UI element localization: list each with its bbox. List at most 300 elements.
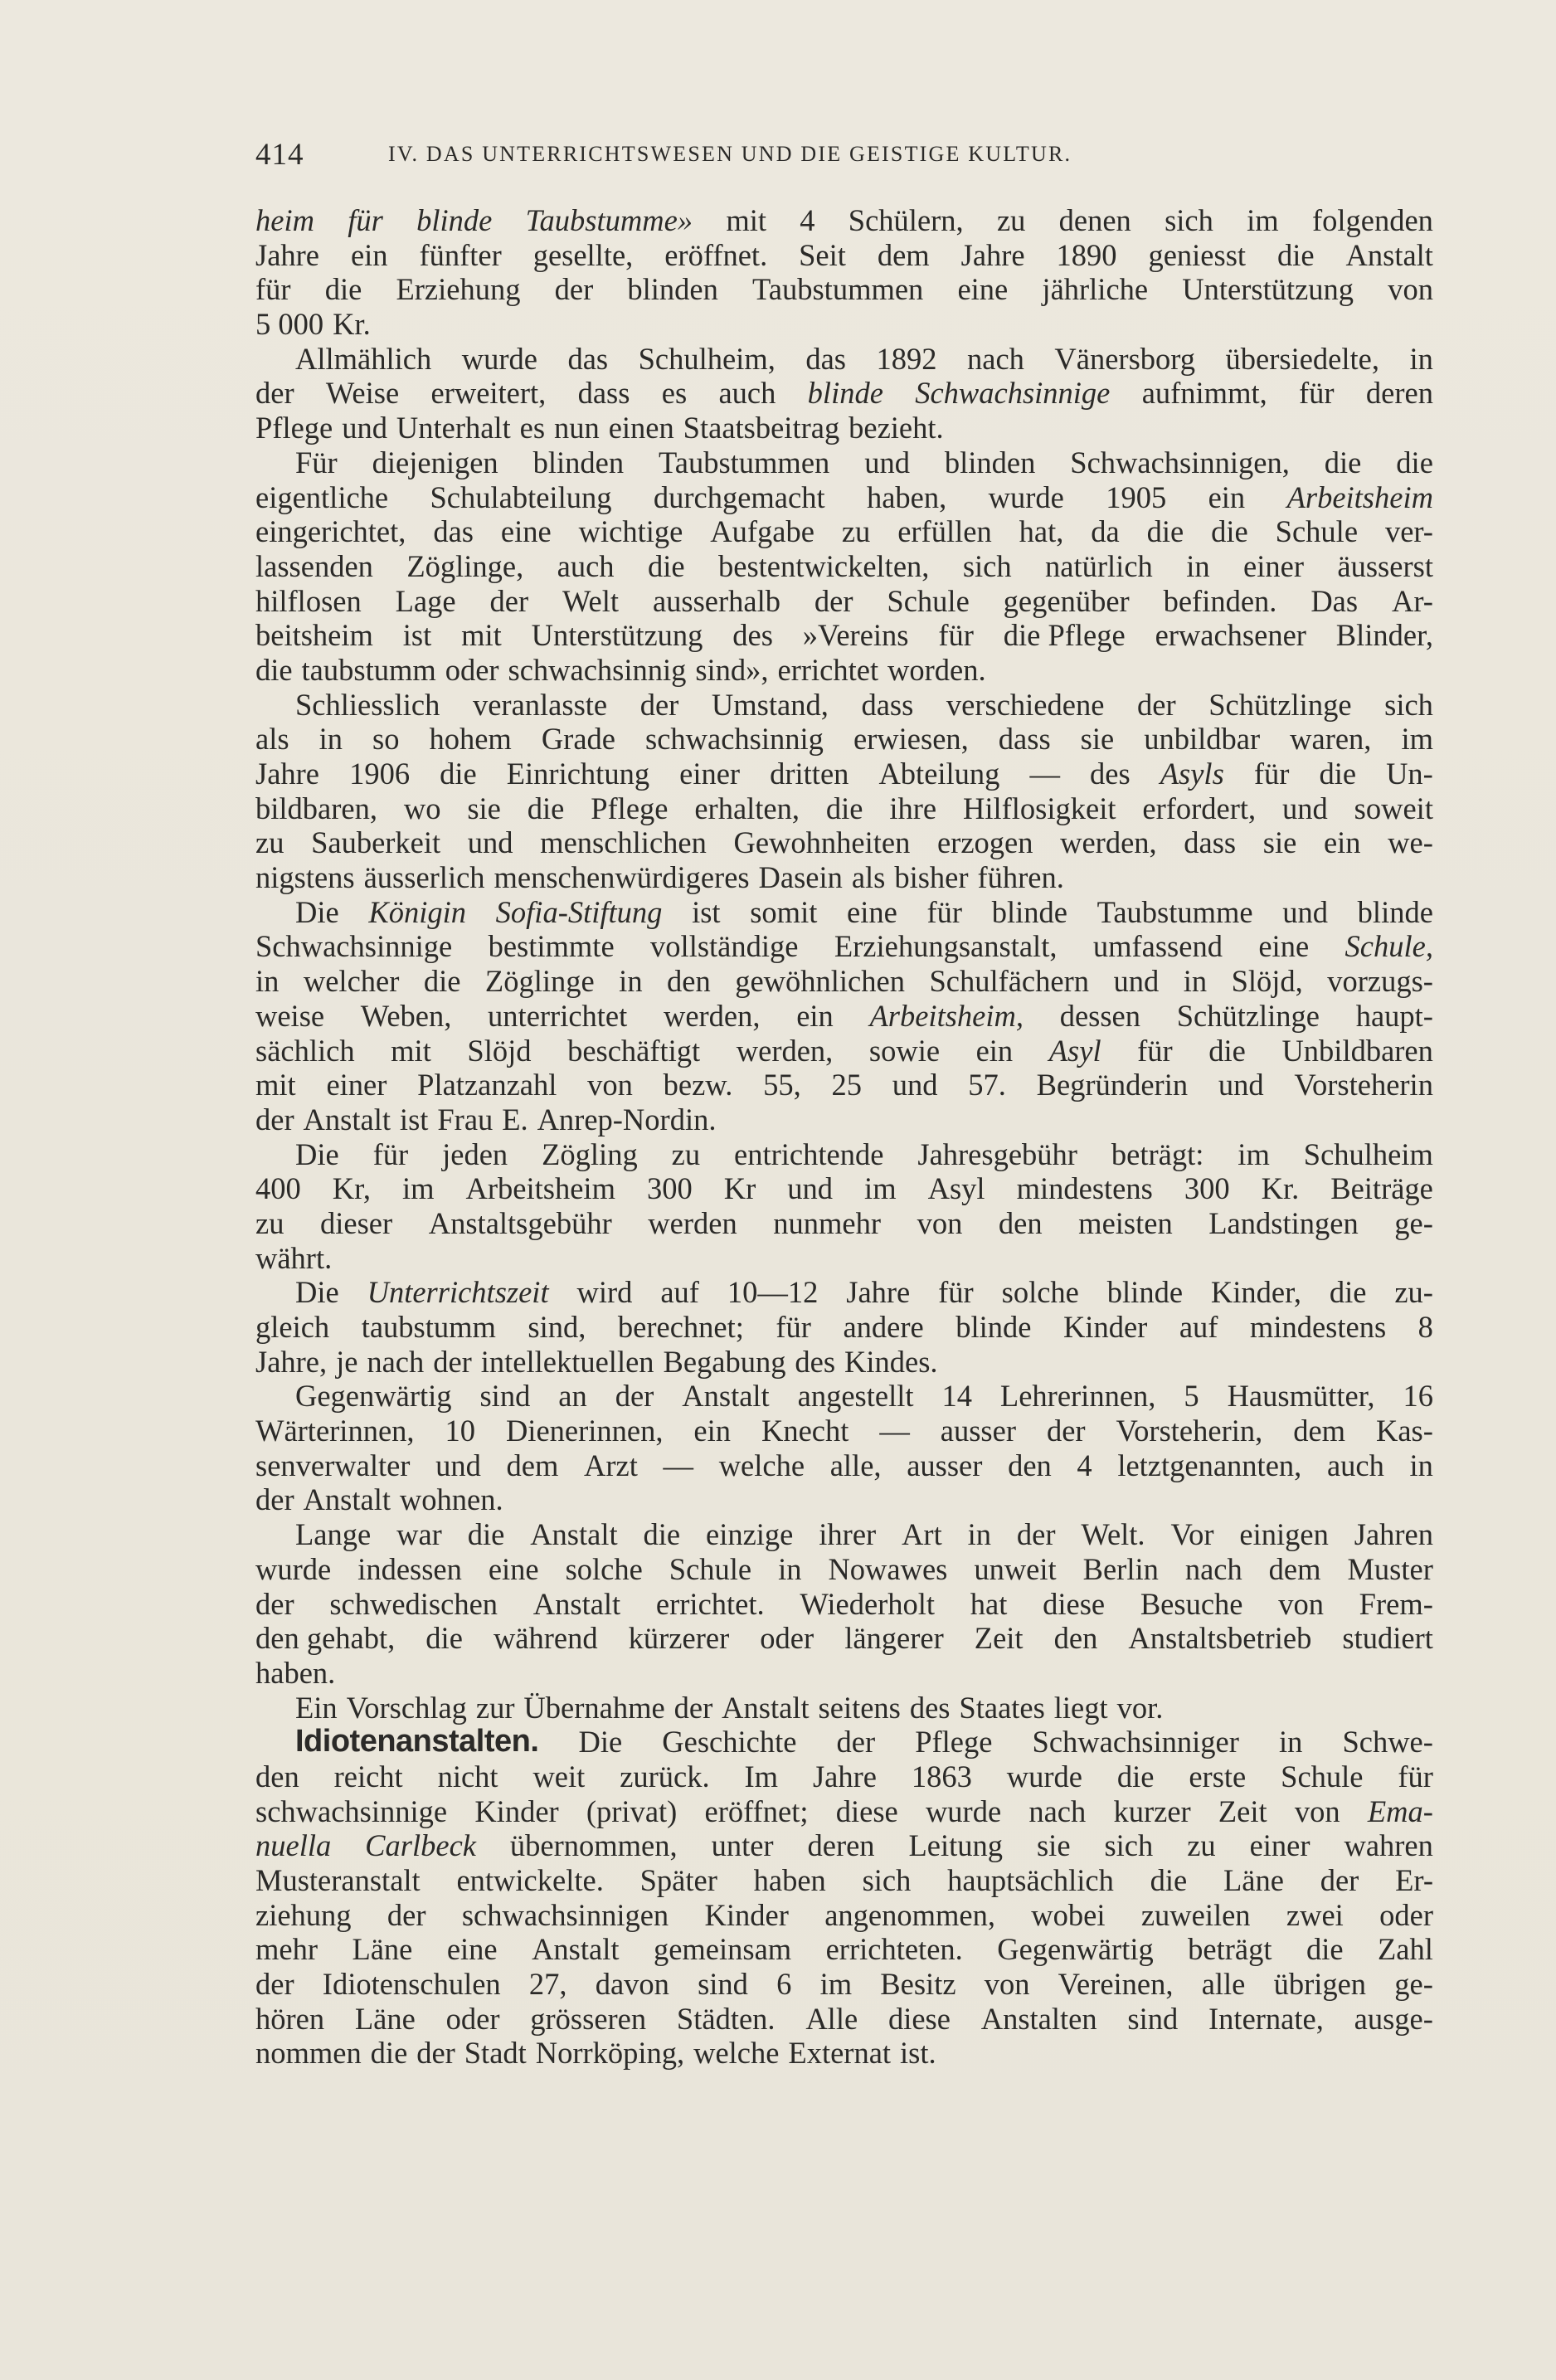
word: bisher: [894, 860, 969, 895]
word: einer: [679, 757, 741, 791]
word: die: [370, 2036, 408, 2071]
word: die: [423, 964, 461, 999]
word: Berlin: [1082, 1551, 1159, 1586]
text-line: [255, 1725, 1433, 1759]
word: 57.: [968, 1068, 1006, 1102]
word: Staates: [959, 1690, 1045, 1725]
word: welche: [718, 1448, 805, 1482]
word: erweitert,: [430, 376, 547, 411]
word: dem: [506, 1448, 559, 1482]
word: im: [864, 1171, 897, 1206]
word: und: [1218, 1068, 1264, 1102]
word: ihre: [889, 791, 937, 825]
word: Carlbeck: [365, 1828, 476, 1863]
word: wohnen.: [399, 1482, 503, 1517]
word: haupt-: [1355, 998, 1433, 1033]
word: Schulfächern: [929, 964, 1089, 999]
word: lassenden: [255, 548, 373, 583]
word: und: [1113, 964, 1160, 999]
word: Begabung: [663, 1344, 786, 1379]
word: indessen: [357, 1551, 462, 1586]
text-line: [255, 1102, 1433, 1137]
word: von: [984, 1967, 1030, 2002]
word: Kr.: [333, 307, 371, 342]
word: bezieht.: [849, 411, 944, 445]
word: und: [1282, 791, 1328, 825]
word: reicht: [333, 1759, 403, 1794]
word: haben: [753, 1863, 826, 1897]
word: Schule: [669, 1551, 752, 1586]
word: erwiesen,: [853, 722, 969, 757]
word: Die: [295, 1136, 339, 1171]
word: für: [938, 618, 974, 653]
word: der: [1137, 687, 1176, 722]
word: oder: [760, 1621, 814, 1656]
word: als: [851, 860, 886, 895]
text-line: [255, 1068, 1433, 1102]
word: Gegenwärtig: [295, 1379, 452, 1414]
word: ge-: [1394, 1205, 1433, 1240]
word: das: [433, 514, 474, 549]
word: vor.: [1116, 1690, 1164, 1725]
word: in: [1409, 1448, 1433, 1482]
word: Anstalt: [1345, 237, 1433, 272]
word: hilflosen: [255, 583, 362, 618]
word: Aufgabe: [710, 514, 814, 549]
word: letztgenannten,: [1117, 1448, 1302, 1482]
word: schwedischen: [329, 1586, 498, 1621]
text-line: [255, 929, 1433, 964]
word: beträgt:: [1111, 1136, 1204, 1171]
word: —: [663, 1448, 694, 1482]
word: jährliche: [1042, 272, 1149, 307]
word: haben,: [866, 479, 947, 514]
word: eine: [500, 514, 552, 549]
word: nach: [1184, 1551, 1242, 1586]
word: wurde: [1006, 1759, 1082, 1794]
word: umfassend: [1092, 929, 1223, 964]
word: gewöhnlichen: [735, 964, 905, 999]
word: seitens: [818, 1690, 901, 1725]
word: einer: [1243, 548, 1304, 583]
word: schwachsinnig: [645, 722, 824, 757]
word: es: [661, 376, 688, 411]
text-line: [255, 688, 1433, 723]
word: Arbeitsheim: [465, 1171, 615, 1206]
word: blinden: [627, 272, 718, 307]
text-line: [255, 445, 1433, 480]
word: eigentliche: [255, 479, 389, 514]
word: Asyls: [1160, 757, 1224, 791]
word: Schliesslich: [295, 687, 440, 722]
word: einen: [608, 411, 674, 445]
word: Jahresgebühr: [917, 1136, 1077, 1171]
word: auch: [1326, 1448, 1384, 1482]
word: Jahren: [1354, 1517, 1433, 1552]
word: die: [1324, 445, 1362, 479]
word: Er-: [1395, 1863, 1433, 1897]
word: Sofia-Stiftung: [495, 894, 663, 929]
text-line: [255, 1171, 1433, 1206]
word: schwachsinnig: [508, 652, 687, 687]
running-head: IV. DAS UNTERRICHTSWESEN UND DIE GEISTIGE KULTUR.: [388, 142, 1072, 166]
word: eine: [1258, 929, 1310, 964]
word: Frem-: [1359, 1586, 1433, 1621]
text-line: [255, 1241, 1433, 1276]
word: den: [998, 1205, 1043, 1240]
text-line: [255, 272, 1433, 307]
word: zu: [255, 1205, 284, 1240]
word: Anrep-Nordin.: [537, 1102, 717, 1136]
word: worden.: [887, 652, 986, 687]
word: die: [527, 791, 565, 825]
word: der: [1046, 1414, 1086, 1448]
word: äusserlich: [363, 860, 485, 895]
word: somit: [750, 894, 818, 929]
word: Pflege: [915, 1725, 993, 1759]
word: ist: [402, 618, 432, 653]
word: in: [255, 964, 280, 999]
word: errichtet.: [655, 1586, 765, 1621]
word: Für: [295, 445, 338, 479]
word: zuweilen: [1140, 1897, 1251, 1932]
word: Hilflosigkeit: [962, 791, 1116, 825]
text-line: [255, 1587, 1433, 1622]
word: sie: [467, 791, 501, 825]
word: den: [1008, 1448, 1052, 1482]
word: für: [255, 272, 291, 307]
word: ausser: [940, 1414, 1016, 1448]
word: so: [372, 722, 400, 757]
word: befinden.: [1163, 583, 1277, 618]
word: dritten: [770, 757, 849, 791]
word: an: [558, 1379, 587, 1414]
word: Knecht: [761, 1414, 849, 1448]
word: weise: [255, 998, 325, 1033]
word: nigstens: [255, 860, 355, 895]
word: werden: [648, 1205, 737, 1240]
word: Unterstützung: [1182, 272, 1354, 307]
word: einzige: [706, 1517, 794, 1552]
word: Musteranstalt: [255, 1863, 421, 1897]
word: 1890: [1056, 237, 1117, 272]
word: Schulabteilung: [430, 479, 612, 514]
word: Anstaltsbetrieb: [1128, 1621, 1312, 1656]
word: das: [805, 341, 846, 376]
word: Gegenwärtig: [997, 1932, 1154, 1967]
text-line: [255, 1448, 1433, 1483]
word: der: [554, 272, 594, 307]
word: aufnimmt,: [1141, 376, 1267, 411]
word: errichteten.: [825, 1932, 963, 1967]
word: mit: [726, 203, 767, 237]
word: Vorsteherin: [1294, 1068, 1433, 1102]
word: den: [667, 964, 711, 999]
word: Schwachsinnige: [915, 376, 1111, 411]
word: wobei: [1031, 1897, 1106, 1932]
word: für: [348, 203, 383, 237]
word: wahren: [1344, 1828, 1433, 1863]
word: und: [1282, 894, 1329, 929]
word: da: [1091, 514, 1120, 549]
word: erste: [1189, 1759, 1247, 1794]
word: zwei: [1286, 1897, 1344, 1932]
word: Pflege: [255, 411, 333, 445]
word: denen: [1058, 203, 1131, 237]
word: Slöjd: [467, 1033, 532, 1068]
word: Jahre: [255, 757, 320, 791]
word: welcher: [303, 964, 400, 999]
word: ein: [796, 998, 834, 1033]
word: äusserst: [1337, 548, 1433, 583]
word: von: [587, 1068, 633, 1102]
word: beschäftigt: [567, 1033, 701, 1068]
word: mindestens: [1016, 1171, 1153, 1206]
word: sind,: [528, 1310, 586, 1344]
word: Ar-: [1392, 583, 1433, 618]
word: für: [1299, 376, 1335, 411]
text-line: [255, 1621, 1433, 1656]
word: Anstalt: [303, 1482, 391, 1517]
text-line: [255, 549, 1433, 584]
word: unbildbar: [1144, 722, 1261, 757]
word: ausge-: [1354, 2001, 1433, 2036]
word: 400: [255, 1171, 301, 1206]
word: die: [255, 652, 293, 687]
word: in: [1186, 548, 1210, 583]
word: die: [1146, 514, 1184, 549]
word: diese: [1043, 1586, 1106, 1621]
word: der: [615, 1379, 654, 1414]
word: bestentwickelten,: [718, 548, 930, 583]
word: während: [493, 1621, 598, 1656]
word: Anstalt: [530, 1517, 618, 1552]
word: natürlich: [1045, 548, 1153, 583]
word: Blinder,: [1335, 618, 1433, 653]
word: Zöglinge: [484, 964, 595, 999]
word: im: [1247, 203, 1279, 237]
word: Idiotenschulen: [322, 1967, 501, 2002]
word: gleich: [255, 1310, 330, 1344]
text-line: [255, 307, 1433, 342]
text-line: [255, 1656, 1433, 1691]
word: im: [1401, 722, 1433, 757]
word: wurde: [988, 479, 1064, 514]
word: der: [416, 2036, 455, 2071]
text-line: [255, 618, 1433, 653]
word: schwachsinnigen: [461, 1897, 669, 1932]
word: in: [1183, 964, 1208, 999]
word: werden,: [663, 998, 761, 1033]
word: menschenwürdigeres: [494, 860, 750, 895]
word: —: [1029, 757, 1060, 791]
word: und: [864, 445, 910, 479]
word: Anstalt: [722, 1690, 810, 1725]
word: sind»,: [695, 652, 769, 687]
word: Im: [744, 1759, 779, 1794]
word: Allmählich: [295, 341, 432, 376]
word: im: [1238, 1136, 1270, 1171]
word: Zöglinge,: [406, 548, 524, 583]
word: Schule: [1275, 514, 1359, 549]
text-line: [255, 999, 1433, 1034]
word: zu: [996, 203, 1026, 237]
word: in: [619, 964, 643, 999]
word: Läne: [354, 2001, 416, 2036]
word: blinde: [991, 894, 1067, 929]
word: diejenigen: [372, 445, 498, 479]
word: 14: [941, 1379, 972, 1414]
word: Anstalt: [532, 1932, 620, 1967]
word: Unterstützung: [531, 618, 703, 653]
word: Unterhalt: [396, 411, 511, 445]
word: Übernahme: [523, 1690, 665, 1725]
word: hat: [970, 1586, 1008, 1621]
word: der: [255, 1102, 294, 1136]
word: zur: [475, 1690, 515, 1725]
word: nunmehr: [773, 1205, 882, 1240]
text-line: [255, 1206, 1433, 1241]
word: blinde: [955, 1310, 1032, 1344]
word: Staatsbeitrag: [683, 411, 840, 445]
word: Schulheim: [1303, 1136, 1433, 1171]
word: Taubstummen: [752, 272, 924, 307]
word: für: [1137, 1033, 1173, 1068]
text-line: [255, 238, 1433, 273]
word: Un-: [1386, 757, 1433, 791]
word: die: [1396, 445, 1433, 479]
word: die: [1319, 757, 1357, 791]
word: Welt: [562, 583, 620, 618]
word: von: [1388, 272, 1433, 307]
word: die: [1276, 237, 1315, 272]
word: von: [1294, 1794, 1340, 1828]
word: menschlichen: [540, 825, 707, 860]
word: Kr,: [332, 1171, 371, 1206]
word: ver-: [1384, 514, 1433, 549]
word: Platzanzahl: [417, 1068, 557, 1102]
word: die: [825, 791, 863, 825]
word: ein: [1208, 479, 1246, 514]
text-line: [255, 1794, 1433, 1829]
word: sächlich: [255, 1033, 355, 1068]
text-line: [255, 1345, 1433, 1380]
word: ein: [693, 1414, 732, 1448]
word: zu: [255, 825, 284, 860]
text-line: [255, 1275, 1433, 1310]
word: die Pflege: [1003, 618, 1126, 653]
word: Arzt: [584, 1448, 638, 1482]
word: in: [1278, 1725, 1303, 1759]
word: 4: [1077, 1448, 1092, 1482]
word: das: [567, 341, 609, 376]
page-number: 414: [255, 138, 304, 172]
word: Ein: [295, 1690, 338, 1725]
word: hohem: [429, 722, 512, 757]
word: Vereinen,: [1058, 1967, 1174, 2002]
word: Zeit: [974, 1621, 1024, 1656]
word: blinde: [807, 376, 883, 411]
word: Jahre: [960, 237, 1025, 272]
word: Slöjd,: [1231, 964, 1303, 999]
word: der: [255, 376, 294, 411]
word: 1892: [876, 341, 937, 376]
word: von: [917, 1205, 963, 1240]
word: Sauberkeit: [311, 825, 441, 860]
word: nuella: [255, 1828, 332, 1863]
word: von: [1278, 1586, 1324, 1621]
word: alle: [1201, 1967, 1246, 2002]
word: blinde: [1357, 894, 1433, 929]
word: 1906: [349, 757, 411, 791]
word: dem: [877, 237, 930, 272]
word: auch: [718, 376, 776, 411]
word: deren: [807, 1828, 875, 1863]
word: Das: [1310, 583, 1359, 618]
word: Kr.: [1261, 1171, 1300, 1206]
word: zu: [841, 514, 871, 549]
word: unterrichtet: [488, 998, 628, 1033]
word: ein: [350, 237, 388, 272]
word: Schule: [887, 583, 970, 618]
word: Die: [578, 1725, 623, 1759]
word: Alle: [805, 2001, 858, 2036]
text-line: [255, 584, 1433, 619]
word: Vorschlag: [346, 1690, 467, 1725]
word: beträgt: [1188, 1932, 1272, 1967]
text-line: [255, 1379, 1433, 1414]
word: Gewohnheiten: [733, 825, 911, 860]
page-header: [255, 137, 1433, 178]
text-line: [255, 860, 1433, 895]
word: grösseren: [530, 2001, 647, 2036]
word: und: [435, 1448, 481, 1482]
word: wichtige: [578, 514, 683, 549]
word: sich: [1165, 203, 1213, 237]
word: Arbeitsheim,: [869, 998, 1024, 1033]
word: je: [336, 1344, 358, 1379]
text-line: [255, 1034, 1433, 1068]
text-line: [255, 1310, 1433, 1345]
word: Schwachsinnigen,: [1070, 445, 1290, 479]
word: dieser: [320, 1205, 393, 1240]
word: liegt: [1053, 1690, 1108, 1725]
text-line: [255, 342, 1433, 377]
word: wurde: [925, 1794, 1002, 1828]
word: mehr: [255, 1932, 318, 1967]
word: in: [1409, 341, 1433, 376]
word: 16: [1403, 1379, 1433, 1414]
word: übrigen: [1273, 1967, 1367, 2002]
word: mindestens: [1249, 1310, 1387, 1344]
word: Schulheim,: [638, 341, 776, 376]
word: Später: [639, 1863, 717, 1897]
text-line: [255, 1552, 1433, 1587]
word: eine: [488, 1551, 539, 1586]
text-line: [255, 203, 1433, 238]
word: ge-: [1394, 1967, 1433, 2002]
word: dass: [577, 376, 630, 411]
word: Weben,: [360, 998, 452, 1033]
word: eröffnet.: [664, 237, 768, 272]
word: intellektuellen: [480, 1344, 654, 1379]
word: Kinder: [1062, 1310, 1148, 1344]
word: dessen: [1059, 998, 1140, 1033]
word: durchgemacht: [653, 479, 825, 514]
text-line: [255, 1932, 1433, 1967]
word: 4: [800, 203, 815, 237]
word: ausserhalb: [652, 583, 780, 618]
